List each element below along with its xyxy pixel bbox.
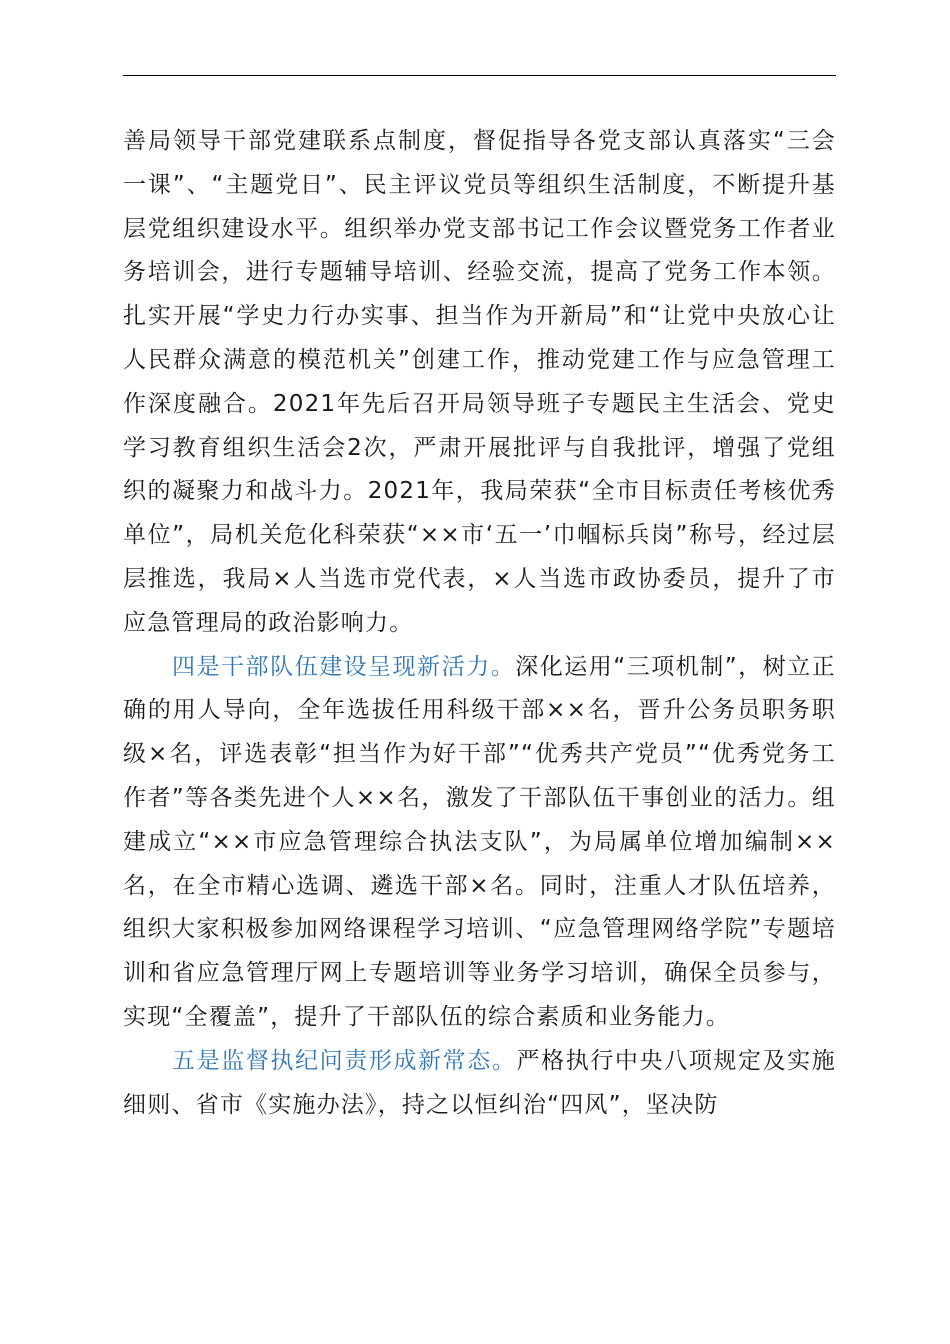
- paragraph-text: 深化运用“三项机制”，树立正确的用人导向，全年选拔任用科级干部××名，晋升公务员职务职级×名，评选表彰“担当作为好干部”“优秀共产党员”“优秀党务工作者”等各类先进个人××名，激发了干部队伍干事创业的活力。组建成立“××市应急管理综合执法支队”，为局属单位增加编制××名，在全市精心选调、遴选干部×名。同时，注重人才队伍培养，组织大家积极参加网络课程学习培训、“应急管理网络学院”专题培训和省应急管理厅网上专题培训等业务学习培训，确保全员参与，实现“全覆盖”，提升了干部队伍的综合素质和业务能力。: [123, 653, 836, 1030]
- section-heading-cadre: 四是干部队伍建设呈现新活力。: [172, 653, 516, 680]
- paragraph-supervision: [123, 1040, 836, 1128]
- header-rule: [123, 75, 836, 76]
- section-heading-supervision: 五是监督执纪问责形成新常态。: [172, 1047, 517, 1074]
- paragraph-cadre-team: [123, 646, 836, 1040]
- paragraph-party-building: [123, 120, 836, 646]
- paragraph-text: 善局领导干部党建联系点制度，督促指导各党支部认真落实“三会一课”、“主题党日”、民主评议党员等组织生活制度，不断提升基层党组织建设水平。组织举办党支部书记工作会议暨党务工作者业务培训会，进行专题辅导培训、经验交流，提高了党务工作本领。扎实开展“学史力行办实事、担当作为开新局”和“让党中央放心让人民群众满意的模范机关”创建工作，推动党建工作与应急管理工作深度融合。2021年先后召开局领导班子专题民主生活会、党史学习教育组织生活会2次，严肃开展批评与自我批评，增强了党组织的凝聚力和战斗力。2021年，我局荣获“全市目标责任考核优秀单位”，局机关危化科荣获“××市‘五一’巾帼标兵岗”称号，经过层层推选，我局×人当选市党代表，×人当选市政协委员，提升了市应急管理局的政治影响力。: [123, 128, 836, 636]
- document-body: [123, 120, 836, 1127]
- paragraph-text: 严格执行中央八项规定及实施细则、省市《实施办法》，持之以恒纠治“四风”，坚决防: [123, 1047, 836, 1118]
